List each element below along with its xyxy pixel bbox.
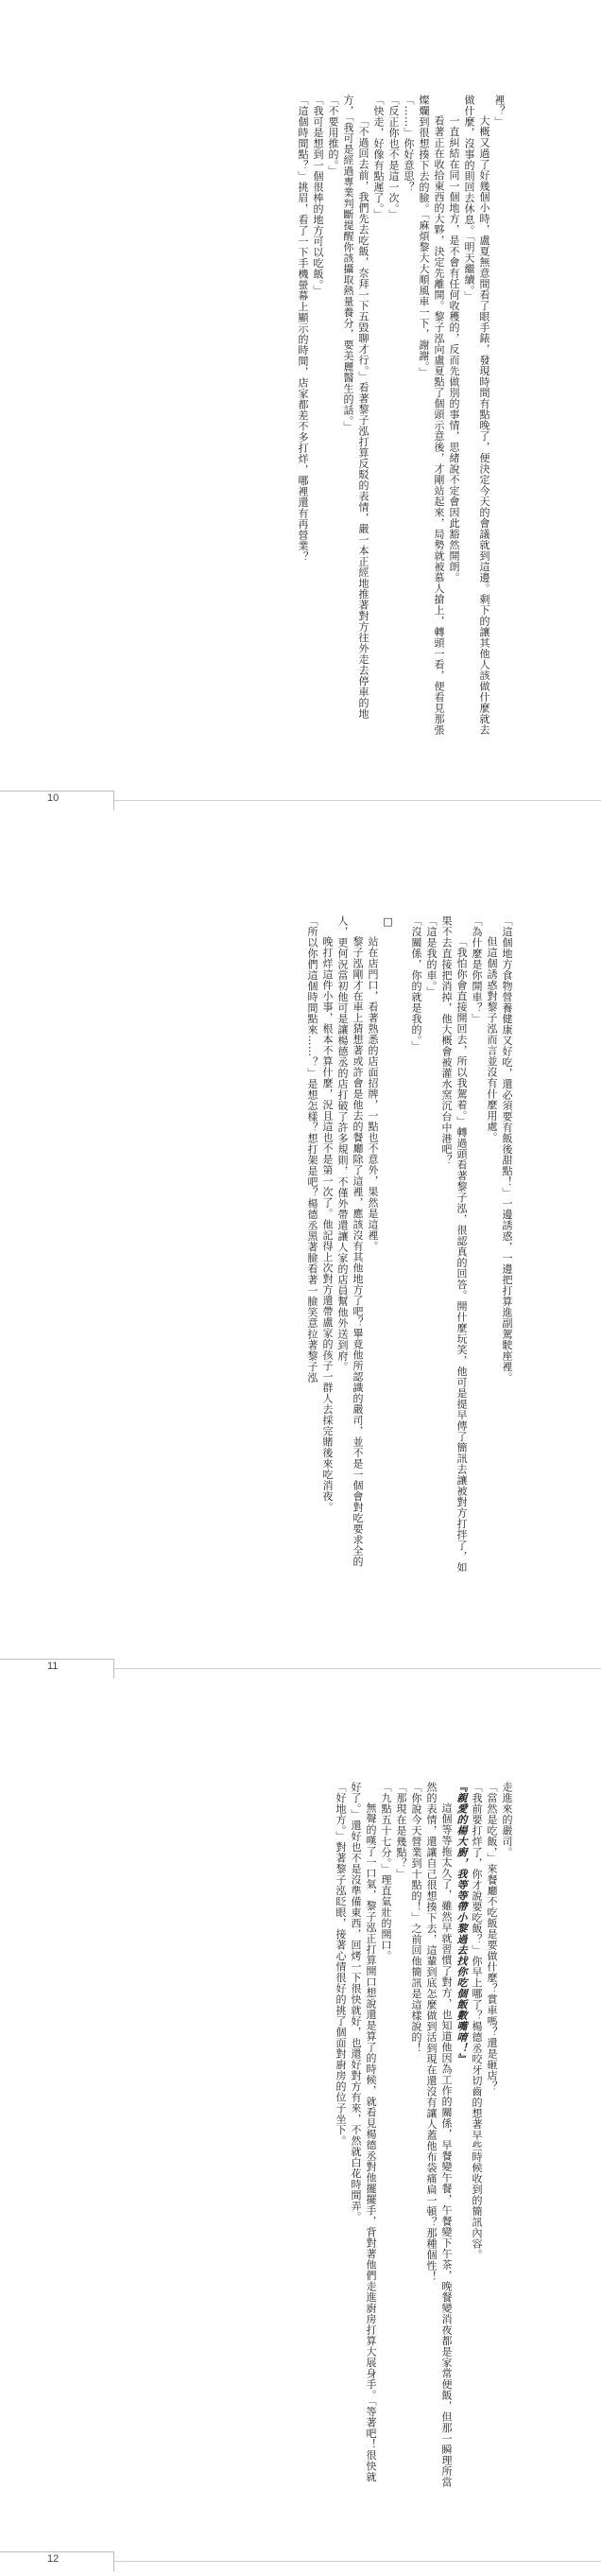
page-12 — [0, 1697, 601, 2576]
paragraph: 「你說今天營業到十點的！」之前回他簡訊是這樣說的！ — [410, 1782, 422, 2054]
paragraph: 晚打烊這件小事，根本不算什麼，況且這也不是第一次了。他記得上次對方還帶盧家的孩子一群人去採完賭後來吃消夜。 — [321, 936, 334, 1513]
paragraph: 「這個地方食物營養健康又好吃，還必須要有飯後甜點！」一邊誘惑，一邊把打算進副駕駛座裡。 — [501, 915, 513, 1384]
page-footer-10 — [0, 791, 601, 809]
paragraph: 走進來的嚴司。 — [501, 1782, 513, 1858]
paragraph: 「我怕你會直接開回去，所以我駕着。」轉過頭看著黎子泓，很認真的回答。開什麼玩笑，他可是提早傳了簡訊去讓被對方打拌了，如果不去直接把消掉，他大概會被灌水窯沉台中港吧？ — [440, 915, 468, 1573]
page-footer-11 — [0, 1659, 601, 1678]
paragraph: 「不要用推的。」 — [327, 95, 339, 177]
page-number: 10 — [47, 792, 60, 804]
page-number: 11 — [47, 1661, 59, 1672]
page-body-10 — [81, 95, 507, 738]
page-number: 12 — [47, 2553, 60, 2565]
paragraph: 一直糾結在同一個地方，是不會有任何收穫的，反而先做別的事情，思緒說不定會因此豁然開朗。 — [448, 115, 460, 583]
paragraph: 「所以你們這個時間點來……？」是想怎樣？想打架是吧？楊德丞黑著臉看著一臉笑意拉著黎子泓 — [306, 915, 318, 1384]
paragraph: 「我前要打烊了，你才說要吃飯？」你早上哪了？楊德丞咬牙切齒的想著早些時候收到的簡訊內容。 — [471, 1782, 483, 2260]
paragraph: 「我可是想到一個很棒的地方可以吃飯。」 — [312, 95, 324, 296]
page-body-11 — [70, 915, 514, 1577]
paragraph: 「九點五十七分。」理直氣壯的開口。 — [380, 1782, 392, 1961]
page-body-12 — [70, 1782, 514, 2491]
page-10 — [0, 0, 601, 811]
paragraph: 「不過回去前，我們先去吃飯，奈拜一下五毀聊才行。」看著黎子泓打算反駁的表情，嚴一本正經地推著對方往外走去停車的地方，「我可是經過專業判斷提醒你該攝取熱量養分，要美麗醫生的話。」 — [342, 95, 369, 720]
paragraph: 黎子泓剛才在車上猜想著或許會是他去的餐廳除了這裡，應該沒有其他地方了吧？畢竟他所認識的嚴司，並不是一個會對吃要求全的人，更何況當初他可是讓楊德丞的店打破了許多規則，不僅外帶還讓人家的店員幫他外送到府。 — [336, 915, 364, 1567]
paragraph: 「快走，好像有點遲了。」 — [372, 95, 385, 220]
paragraph: 『親愛的楊大廚，我等等帶小黎過去找你吃個飯數嘴唷！』 — [455, 1782, 468, 2064]
scene-break-marker: □ — [382, 915, 394, 929]
paragraph: 「……」你好意思？ — [403, 95, 415, 193]
paragraph: 站在店門口，看著熟悉的店面招牌，一點也不意外，果然是這裡。 — [367, 936, 379, 1252]
paragraph: 「當然是吃飯，」來餐廳不吃飯是要做什麼？賞車嗎？還是砸店？ — [486, 1782, 498, 2092]
paragraph: 這個等等拖太久了，雖然早就習慣了對方，也知道他因為工作的關係，早餐變午餐，午餐變下午茶，晚餐變消夜都是家常便飯，但那一瞬理所當然的表情，還讓自己很想揍下去，這輩到底怎麼做到活到現在還沒有讓人蓋他布袋痛扁一頓？那種個性！ — [425, 1782, 453, 2488]
paragraph: 「沒關係，你的就是我的。」 — [410, 915, 422, 1052]
paragraph: 「這是我的車。」 — [425, 915, 438, 998]
paragraph: 看著正在收拾東西的大夥，決定先離開。黎子泓向盧夏點了個頭示意後，才剛站起來，局勢就被慕人搶上，轉頭一看，便看見那張燦爛到很想揍下去的臉。「麻煩黎大大順風車一下，謝謝。」 — [418, 95, 445, 736]
paragraph: 「反正你也不是這一次。」 — [387, 95, 400, 220]
page-11 — [0, 830, 601, 1678]
paragraph: 大概又過了好幾個小時，盧夏無意間看了眼手錶，發現時間有點晚了，便決定今天的會議就到這邊。剩下的讓其他人該做什麼就去做什麼，沒事的則回去休息。「明天繼續。」 — [463, 95, 490, 736]
paragraph: 裡？」 — [493, 95, 506, 128]
paragraph: 「那現在是幾點？」 — [395, 1782, 407, 1880]
paragraph: 無聲的嘆了一口氣，黎子泓正打算開口想說還是算了的時候，就看見楊德丞對他擺擺手，背對著他們走進廚房打算大展身手。「等著吧！很快就好了。」還好也不是沒準備東西，回烤一下很快就好，也還好對方有來，不然就白花時間弄。 — [350, 1782, 377, 2482]
page-footer-12 — [0, 2551, 601, 2570]
paragraph: 「為什麼是你開車？」 — [471, 915, 483, 1024]
paragraph: 「這個時間點？」挑眉，看了一下手機螢幕上顯示的時間，店家都差不多打烊，哪裡還有再營業？ — [297, 95, 309, 563]
paragraph: 但這個誘惑對黎子泓而言並沒有什麼用處。 — [486, 936, 498, 1143]
paragraph: 「好地方。」對著黎子泓眨眼，接著心情很好的挑了個面對廚房的位子坐下。 — [335, 1782, 347, 2147]
